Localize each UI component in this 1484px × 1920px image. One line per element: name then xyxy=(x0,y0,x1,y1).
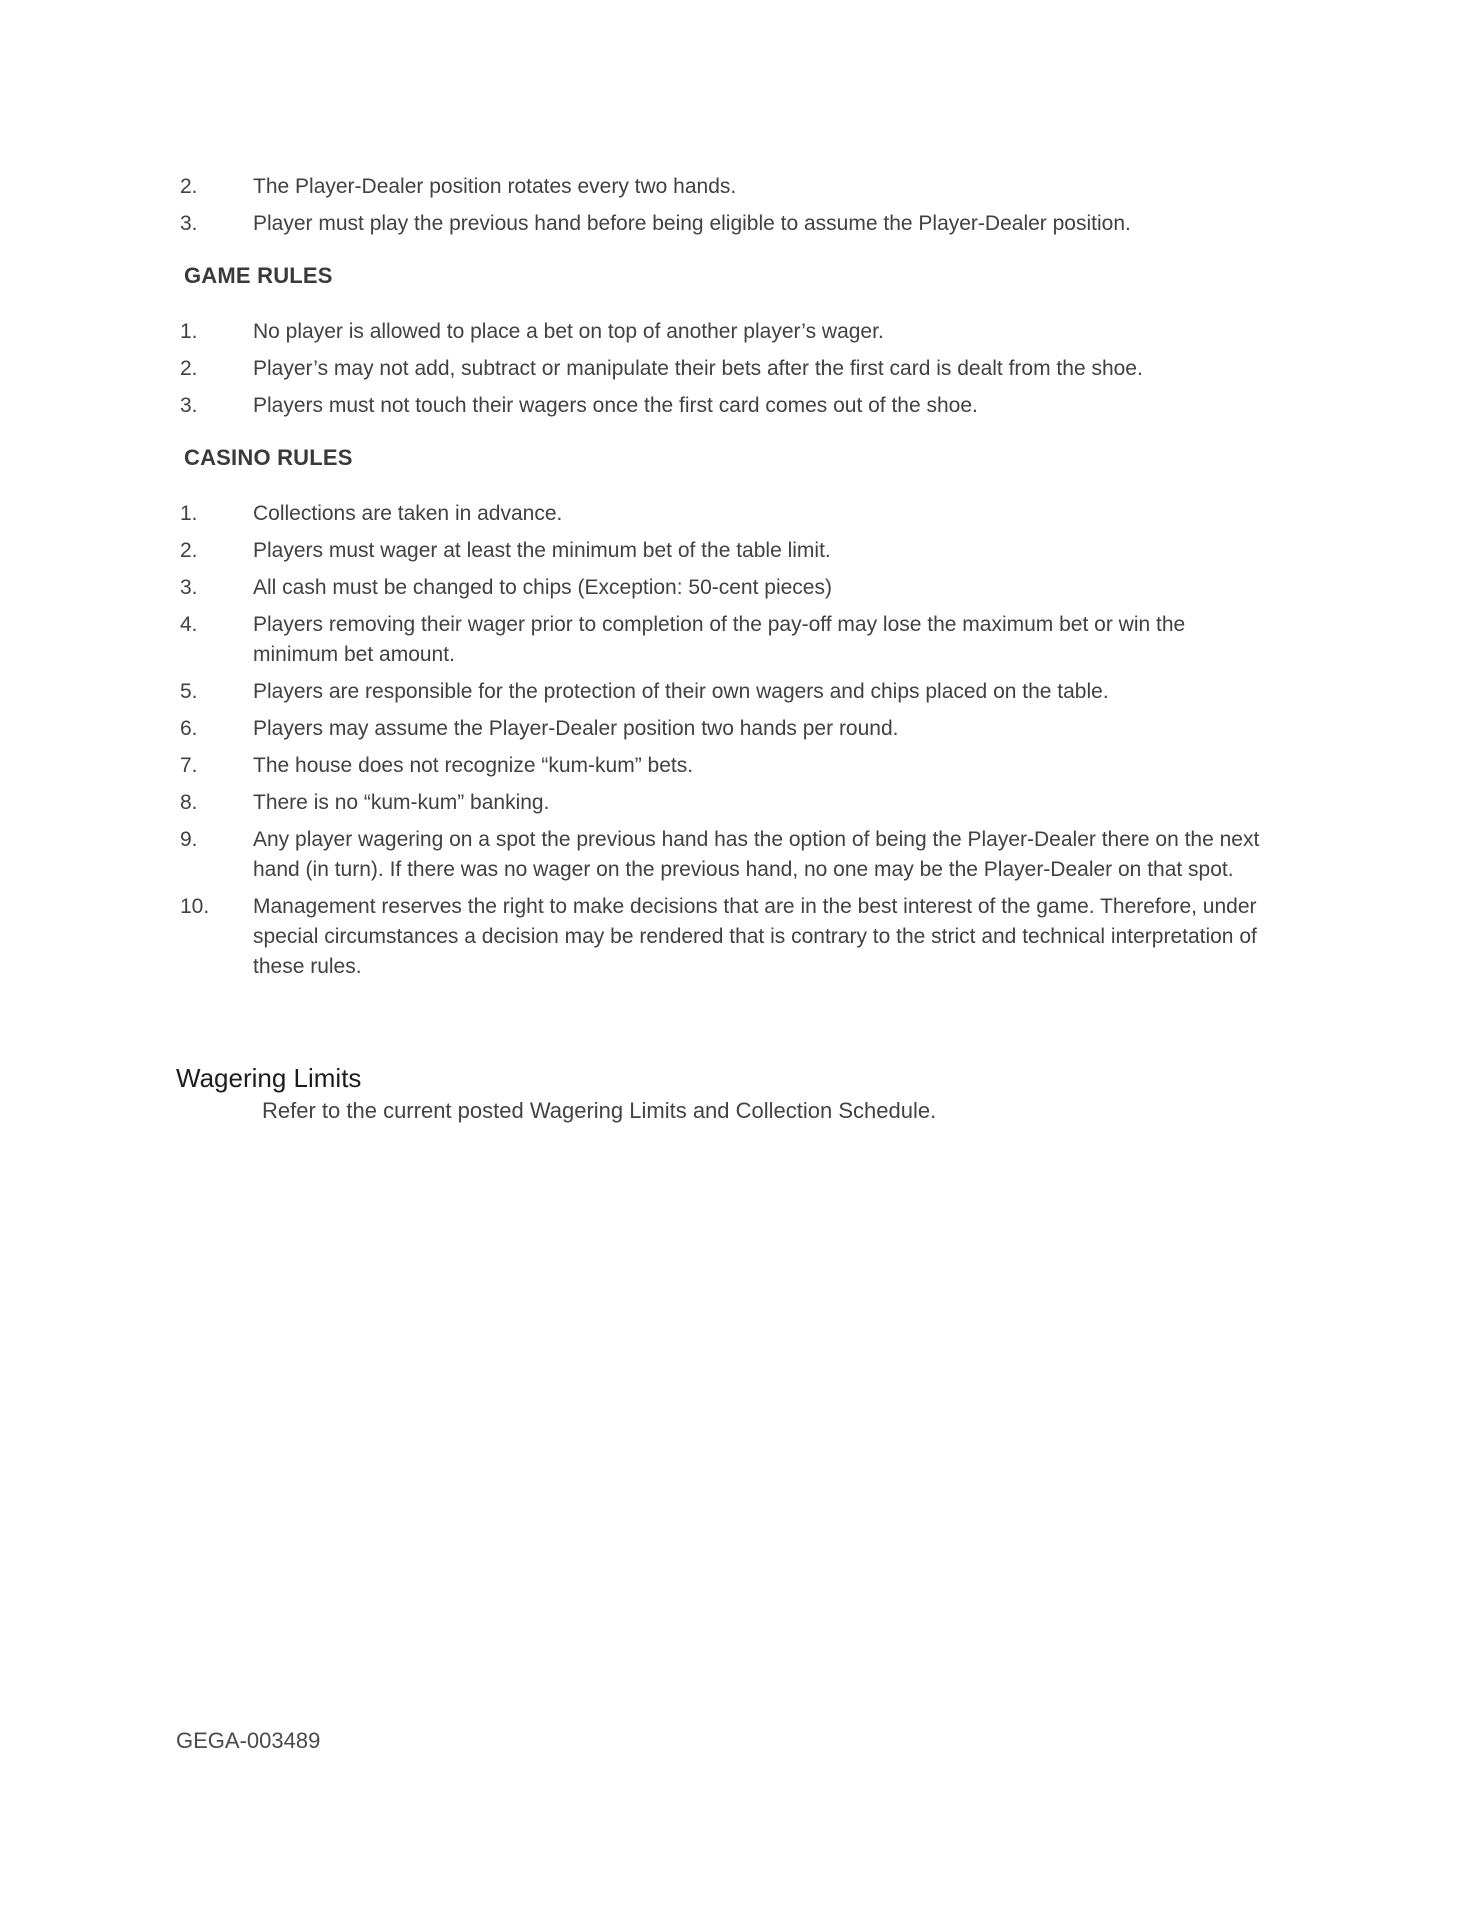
item-text: No player is allowed to place a bet on top of another player’s wager. xyxy=(253,320,884,343)
item-text: All cash must be changed to chips (Exception: 50-cent pieces) xyxy=(253,576,832,599)
list-item xyxy=(180,499,1300,529)
list-item xyxy=(180,788,1300,818)
item-text: Any player wagering on a spot the previous hand has the option of being the Player-Dealer there on the next hand (in turn). If there was no wager on the previous hand, no one may be the Player-Dealer on that spot. xyxy=(253,828,1260,881)
item-number: 7. xyxy=(180,754,198,777)
wagering-limits-section xyxy=(176,1062,1300,1126)
item-number: 9. xyxy=(180,828,198,851)
item-text: The house does not recognize “kum-kum” bets. xyxy=(253,754,694,777)
item-text: The Player-Dealer position rotates every two hands. xyxy=(253,175,737,198)
item-number: 2. xyxy=(180,357,198,380)
item-text: Players are responsible for the protection of their own wagers and chips placed on the table. xyxy=(253,680,1109,703)
list-item xyxy=(180,391,1300,421)
item-text: Collections are taken in advance. xyxy=(253,502,563,525)
item-number: 1. xyxy=(180,320,198,343)
list-item xyxy=(180,536,1300,566)
game-rules-list xyxy=(180,317,1300,421)
item-number: 8. xyxy=(180,791,198,814)
item-text: Players may assume the Player-Dealer position two hands per round. xyxy=(253,717,899,740)
list-item xyxy=(180,610,1300,670)
item-number: 6. xyxy=(180,717,198,740)
list-item xyxy=(180,573,1300,603)
item-number: 3. xyxy=(180,394,198,417)
item-number: 5. xyxy=(180,680,198,703)
item-text: Management reserves the right to make decisions that are in the best interest of the game. Therefore, under special circumstances a decision may be rendered that is contrary to the strict and technical interpretation of these rules. xyxy=(253,895,1257,978)
document-page xyxy=(176,172,1300,1126)
list-item xyxy=(180,751,1300,781)
list-item xyxy=(180,892,1300,982)
item-number: 3. xyxy=(180,212,198,235)
item-number: 3. xyxy=(180,576,198,599)
item-text: Players must not touch their wagers once the first card comes out of the shoe. xyxy=(253,394,978,417)
wagering-limits-body: Refer to the current posted Wagering Limits and Collection Schedule. xyxy=(262,1098,937,1123)
item-number: 1. xyxy=(180,502,198,525)
section-title-casino-rules: CASINO RULES xyxy=(184,445,353,470)
list-item xyxy=(180,354,1300,384)
item-number: 2. xyxy=(180,539,198,562)
list-item xyxy=(180,714,1300,744)
item-text: Players must wager at least the minimum bet of the table limit. xyxy=(253,539,831,562)
item-number: 10. xyxy=(180,895,210,918)
item-number: 2. xyxy=(180,175,198,198)
list-item xyxy=(180,825,1300,885)
item-text: There is no “kum-kum” banking. xyxy=(253,791,550,814)
intro-rule-list xyxy=(180,172,1300,239)
list-item xyxy=(180,677,1300,707)
wagering-limits-title: Wagering Limits xyxy=(176,1063,362,1093)
item-text: Players removing their wager prior to completion of the pay-off may lose the maximum bet or win the minimum bet amount. xyxy=(253,613,1186,666)
casino-rules-list xyxy=(180,499,1300,982)
list-item xyxy=(180,317,1300,347)
list-item xyxy=(180,209,1300,239)
item-text: Player must play the previous hand before being eligible to assume the Player-Dealer position. xyxy=(253,212,1131,235)
item-text: Player’s may not add, subtract or manipulate their bets after the first card is dealt from the shoe. xyxy=(253,357,1143,380)
item-number: 4. xyxy=(180,613,198,636)
document-id-footer: GEGA-003489 xyxy=(176,1728,321,1753)
section-title-game-rules: GAME RULES xyxy=(184,263,333,288)
list-item xyxy=(180,172,1300,202)
